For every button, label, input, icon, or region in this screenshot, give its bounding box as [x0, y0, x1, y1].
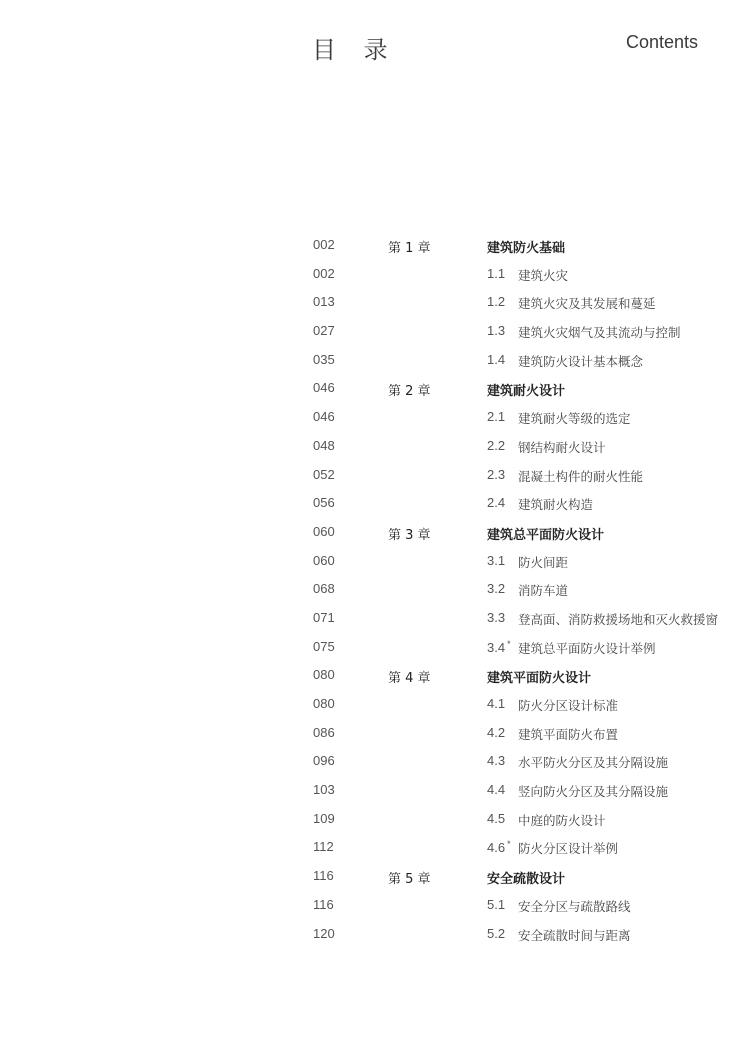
toc-section-title: 登高面、消防救援场地和灭火救援窗 [518, 611, 719, 627]
toc-section-title: 安全分区与疏散路线 [518, 898, 631, 914]
page-title-chinese: 目 录 [312, 36, 398, 64]
toc-section-title: 建筑耐火等级的选定 [518, 411, 631, 427]
toc-section-number-text: 3.1 [487, 552, 506, 568]
toc-section-title: 建筑总平面防火设计举例 [518, 640, 656, 656]
toc-section-number [487, 553, 505, 568]
toc-chapter-row [0, 520, 750, 549]
toc-section-number-text: 4.2 [487, 724, 506, 740]
toc-section-title: 安全疏散时间与距离 [518, 927, 631, 943]
toc-page-number: 103 [313, 782, 335, 798]
toc-section-row [0, 778, 750, 807]
toc-chapter-row [0, 376, 750, 405]
toc-section-row [0, 807, 750, 836]
toc-section-title: 防火分区设计标准 [518, 698, 619, 713]
toc-chapter-title: 建筑耐火设计 [487, 384, 566, 400]
toc-section-title: 建筑平面防火布置 [518, 726, 619, 742]
toc-section-title: 钢结构耐火设计 [518, 439, 606, 455]
toc-section-row [0, 606, 750, 635]
toc-page-number: 002 [313, 265, 335, 281]
toc-section-title: 防火间距 [518, 554, 569, 570]
toc-section-number-text: 2.1 [487, 409, 506, 425]
toc-chapter-title: 建筑总平面防火设计 [487, 527, 605, 543]
toc-page-number: 056 [313, 495, 335, 511]
toc-section-number [487, 467, 505, 482]
table-of-contents [0, 233, 750, 950]
toc-section-number-text: 2.4 [487, 495, 506, 511]
toc-page-number: 116 [313, 896, 334, 912]
toc-page-number: 027 [313, 323, 335, 339]
toc-section-number [487, 897, 505, 912]
toc-section-title: 建筑火灾 [518, 267, 569, 283]
toc-section-number [487, 782, 505, 797]
toc-page-number: 046 [313, 409, 335, 425]
toc-section-number [487, 811, 505, 826]
toc-section-number-text: 4.5 [487, 810, 506, 826]
toc-page-number: 046 [313, 380, 335, 396]
toc-section-number [487, 725, 505, 740]
toc-section-title: 水平防火分区及其分隔设施 [518, 755, 669, 771]
toc-section-row [0, 290, 750, 319]
toc-optional-marker: * [507, 638, 511, 649]
toc-section-row [0, 577, 750, 606]
toc-chapter-number: 第 1 章 [388, 241, 431, 256]
toc-section-row [0, 922, 750, 951]
toc-section-number-text: 4.3 [487, 753, 506, 769]
toc-section-number-text: 1.3 [487, 323, 506, 339]
toc-chapter-title: 建筑防火基础 [487, 241, 566, 256]
toc-section-row [0, 549, 750, 578]
toc-section-number [487, 294, 505, 309]
toc-section-title: 消防车道 [518, 583, 569, 599]
toc-page-number: 060 [313, 523, 335, 539]
toc-section-number-text: 1.2 [487, 294, 506, 310]
toc-section-number-text: 3.3 [487, 609, 506, 625]
toc-section-title: 建筑火灾及其发展和蔓延 [518, 296, 656, 312]
toc-section-number [487, 438, 505, 453]
toc-section-row [0, 262, 750, 291]
toc-page-number: 052 [313, 466, 335, 482]
toc-section-title: 建筑火灾烟气及其流动与控制 [518, 325, 681, 341]
toc-section-title: 中庭的防火设计 [518, 812, 606, 828]
toc-section-row [0, 893, 750, 922]
toc-section-number [487, 639, 511, 655]
toc-optional-marker: * [507, 839, 511, 850]
toc-section-number [487, 495, 505, 510]
toc-section-number-text: 4.1 [487, 696, 506, 711]
toc-section-number-text: 2.2 [487, 437, 506, 453]
toc-page-number: 060 [313, 552, 335, 568]
toc-section-title: 混凝土构件的耐火性能 [518, 468, 644, 484]
toc-section-number [487, 352, 505, 367]
toc-page-number: 080 [313, 667, 335, 683]
toc-chapter-number: 第 3 章 [388, 527, 431, 543]
toc-section-number [487, 926, 505, 941]
toc-section-row [0, 348, 750, 377]
toc-section-number-text: 2.3 [487, 466, 506, 482]
toc-section-number-text: 1.4 [487, 351, 506, 367]
toc-page-number: 120 [313, 925, 335, 941]
toc-page-number: 096 [313, 753, 335, 769]
toc-page-number: 086 [313, 724, 335, 740]
toc-section-row [0, 434, 750, 463]
toc-section-number-text: 5.2 [487, 925, 506, 941]
toc-section-number [487, 581, 505, 596]
toc-section-number-text: 3.2 [487, 581, 506, 597]
toc-chapter-title: 建筑平面防火设计 [487, 671, 592, 687]
toc-section-title: 建筑耐火构造 [518, 497, 594, 513]
toc-chapter-row [0, 864, 750, 893]
toc-section-title: 建筑防火设计基本概念 [518, 353, 644, 369]
toc-section-row [0, 635, 750, 664]
toc-page-number: 002 [313, 237, 335, 252]
toc-section-row [0, 692, 750, 721]
toc-section-number-text: 4.6 [487, 840, 506, 856]
toc-section-number [487, 610, 505, 625]
toc-section-number [487, 753, 505, 768]
toc-section-number [487, 323, 505, 338]
toc-chapter-row [0, 663, 750, 692]
toc-page-number: 013 [313, 294, 335, 310]
toc-chapter-title: 安全疏散设计 [487, 872, 566, 888]
toc-chapter-row [0, 233, 750, 262]
toc-page-number: 075 [313, 638, 335, 654]
toc-section-title: 防火分区设计举例 [518, 841, 619, 857]
toc-page-number: 116 [313, 868, 334, 884]
toc-section-row [0, 491, 750, 520]
toc-page-number: 035 [313, 351, 335, 367]
toc-section-number-text: 5.1 [487, 896, 506, 912]
toc-page-number: 068 [313, 581, 335, 597]
toc-section-number [487, 839, 511, 855]
toc-section-row [0, 721, 750, 750]
toc-page-number: 071 [313, 609, 335, 625]
toc-page-number: 080 [313, 696, 335, 711]
toc-page-number: 109 [313, 810, 335, 826]
toc-section-row [0, 749, 750, 778]
toc-section-number-text: 3.4 [487, 639, 506, 655]
toc-page-number: 048 [313, 437, 335, 453]
toc-section-row [0, 405, 750, 434]
page-title-english: Contents [625, 32, 698, 52]
toc-section-number-text: 4.4 [487, 782, 506, 798]
toc-section-title: 竖向防火分区及其分隔设施 [518, 784, 669, 800]
toc-section-row [0, 463, 750, 492]
toc-section-row [0, 835, 750, 864]
toc-page-number: 112 [313, 839, 334, 855]
toc-chapter-number: 第 4 章 [388, 671, 431, 687]
toc-chapter-number: 第 2 章 [388, 384, 431, 400]
toc-section-number [487, 409, 505, 424]
toc-section-number-text: 1.1 [487, 265, 506, 281]
toc-section-number [487, 696, 505, 711]
toc-chapter-number: 第 5 章 [388, 872, 431, 888]
toc-section-row [0, 319, 750, 348]
toc-section-number [487, 266, 505, 281]
